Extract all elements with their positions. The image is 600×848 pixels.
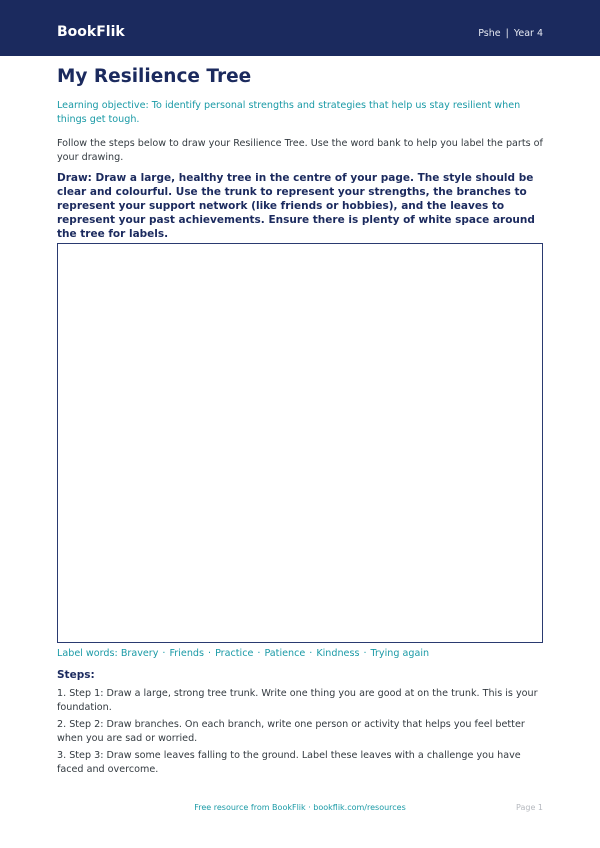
word-separator: · <box>309 648 313 659</box>
meta-separator: | <box>505 28 509 39</box>
step-item: 3. Step 3: Draw some leaves falling to the ground. Label these leaves with a challenge you have faced and overcome. <box>57 750 521 775</box>
brand-logo-text: BookFlik <box>57 24 125 40</box>
word-separator: · <box>363 648 367 659</box>
steps-heading: Steps: <box>57 669 95 681</box>
word-separator: · <box>162 648 166 659</box>
year-label: Year 4 <box>513 28 543 39</box>
step-item: 1. Step 1: Draw a large, strong tree trunk. Write one thing you are good at on the trunk. This is your foundation. <box>57 688 538 713</box>
word-separator: · <box>208 648 212 659</box>
intro-text: Follow the steps below to draw your Resilience Tree. Use the word bank to help you label the parts of your drawing. <box>57 138 543 163</box>
step-item: 2. Step 2: Draw branches. On each branch, write one person or activity that helps you feel better when you are sad or worried. <box>57 719 525 744</box>
header-bar <box>0 0 600 56</box>
page-title: My Resilience Tree <box>57 66 252 87</box>
footer-credit: Free resource from BookFlik · bookflik.com/resources <box>194 803 406 812</box>
label-word: Kindness <box>316 648 360 659</box>
subject-year <box>478 27 543 41</box>
learning-objective: Learning objective: To identify personal strengths and strategies that help us stay resilient when things get tough. <box>57 100 521 125</box>
label-words <box>57 647 543 661</box>
steps-list <box>57 687 543 780</box>
subject-label: Pshe <box>478 28 501 39</box>
label-word: Trying again <box>370 648 430 659</box>
draw-instruction: Draw: Draw a large, healthy tree in the centre of your page. The style should be clear and colourful. Use the trunk to represent your strengths, the branches to represent your support network (like friends or hobbies), and the leaves to represent your past achievements. Ensure there is plenty of white space around the tree for labels. <box>57 172 535 240</box>
label-word: Bravery <box>120 648 159 659</box>
label-words-prefix: Label words: <box>57 648 118 659</box>
label-word: Practice <box>215 648 254 659</box>
word-separator: · <box>257 648 261 659</box>
page-number: Page 1 <box>516 803 543 812</box>
label-word: Patience <box>264 648 306 659</box>
label-word: Friends <box>169 648 204 659</box>
drawing-area[interactable] <box>57 243 543 643</box>
